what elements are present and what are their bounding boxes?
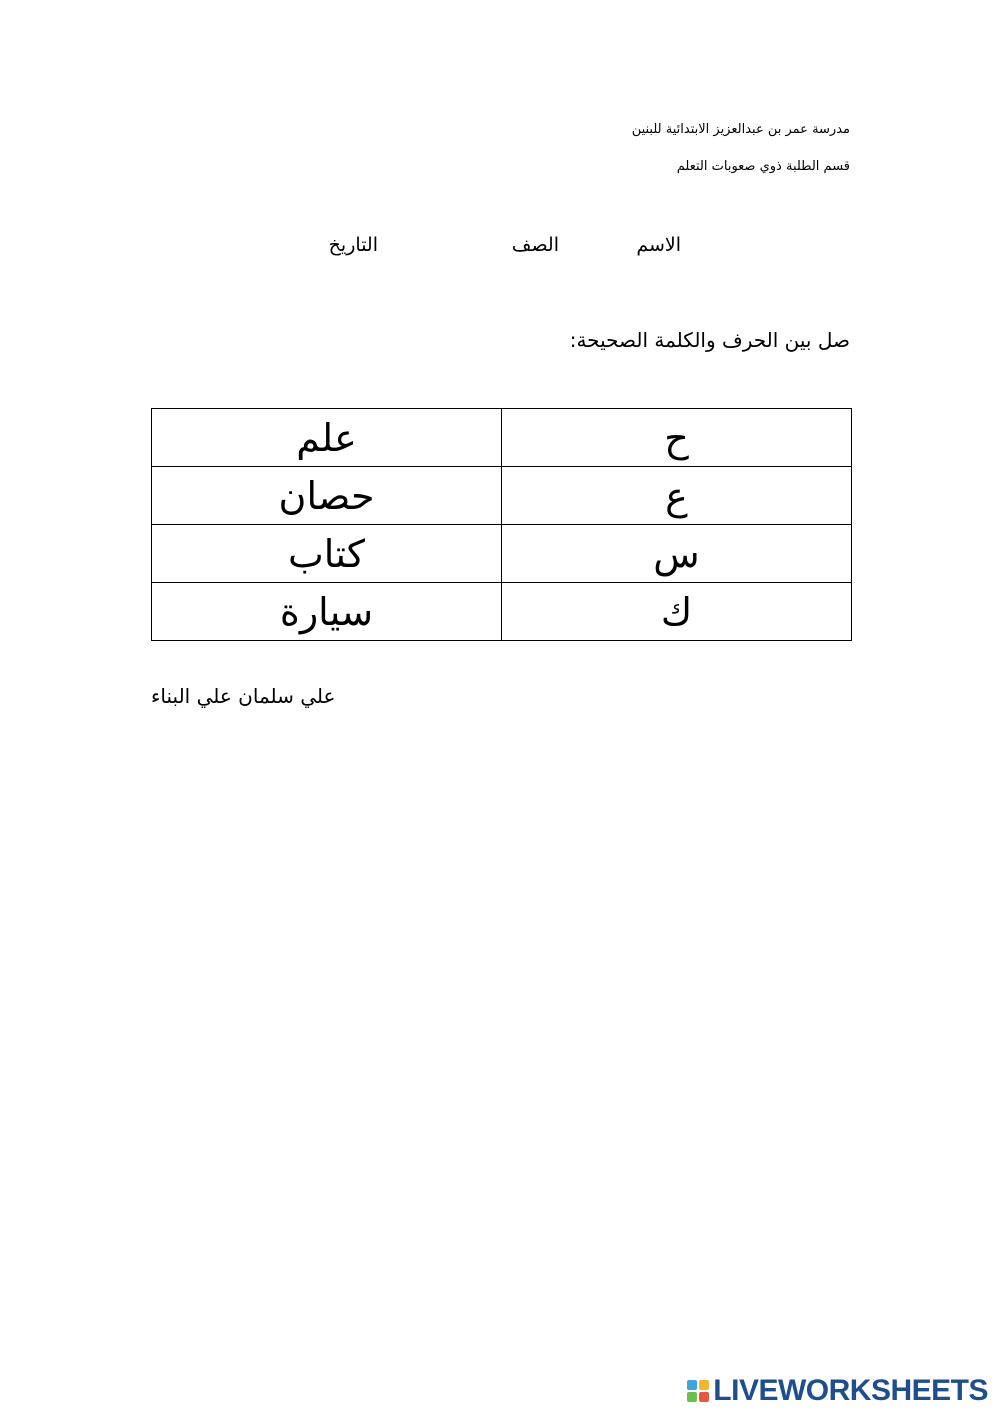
table-row bbox=[152, 409, 852, 467]
logo-square bbox=[687, 1392, 697, 1402]
instruction-text: صل بين الحرف والكلمة الصحيحة: bbox=[569, 328, 850, 352]
word-cell[interactable]: علم bbox=[152, 409, 502, 467]
table-row bbox=[152, 583, 852, 641]
liveworksheets-logo bbox=[687, 1376, 988, 1406]
table-row bbox=[152, 467, 852, 525]
letter-cell[interactable]: ع bbox=[502, 467, 852, 525]
name-field-label: الاسم bbox=[636, 234, 681, 256]
letter-cell[interactable]: س bbox=[502, 525, 852, 583]
school-name: مدرسة عمر بن عبدالعزيز الابتدائية للبنين bbox=[631, 122, 850, 137]
logo-square bbox=[699, 1392, 709, 1402]
letter-cell[interactable]: ك bbox=[502, 583, 852, 641]
liveworksheets-logo-icon bbox=[687, 1380, 709, 1402]
word-cell[interactable]: سيارة bbox=[152, 583, 502, 641]
word-cell[interactable]: كتاب bbox=[152, 525, 502, 583]
letter-cell[interactable]: ح bbox=[502, 409, 852, 467]
table-row bbox=[152, 525, 852, 583]
date-field-label: التاريخ bbox=[328, 234, 378, 256]
author-name: علي سلمان علي البناء bbox=[151, 684, 336, 708]
class-field-label: الصف bbox=[511, 234, 559, 256]
matching-table bbox=[151, 408, 852, 641]
word-cell[interactable]: حصان bbox=[152, 467, 502, 525]
logo-square bbox=[699, 1380, 709, 1390]
liveworksheets-logo-text: LIVEWORKSHEETS bbox=[713, 1374, 988, 1407]
department-name: قسم الطلبة ذوي صعوبات التعلم bbox=[676, 159, 850, 174]
logo-square bbox=[687, 1380, 697, 1390]
